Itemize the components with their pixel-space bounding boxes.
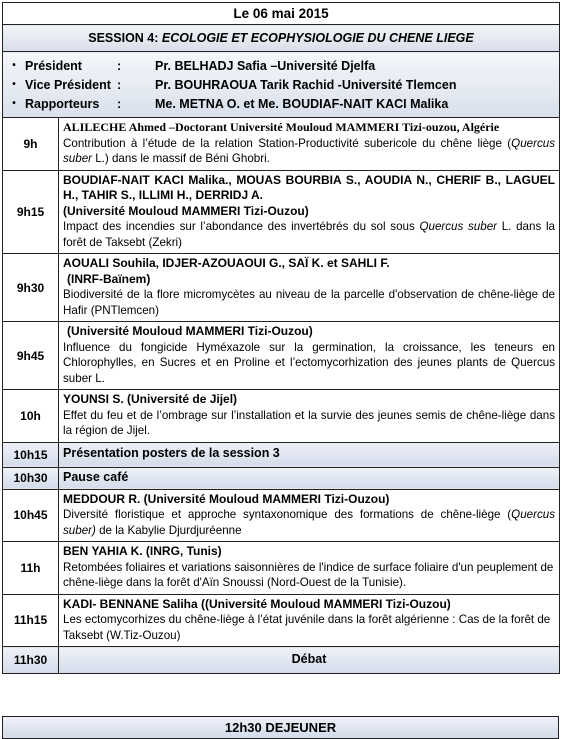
break-time: 10h15: [3, 442, 59, 467]
talk-authors: MEDDOUR R. (Université Mouloud MAMMERI Tizi-Ouzou): [63, 491, 390, 506]
talk-authors: KADI- BENNANE Saliha ((Université Mouloud MAMMERI Tizi-Ouzou): [63, 596, 451, 611]
debate-time: 11h30: [3, 647, 59, 674]
talk-row: [3, 594, 560, 647]
date-row: [3, 3, 560, 25]
talk-content: [59, 322, 560, 390]
talk-title-end: L.) dans le massif de Béni Ghobri.: [92, 152, 270, 165]
talk-content: [59, 390, 560, 443]
talk-authors: BOUDIAF-NAIT KACI Malika., MOUAS BOURBIA S., AOUDIA N., CHERIF B., LAGUEL H., TAHIR S., ILLIMI H., DERRIDJ A.: [63, 172, 555, 202]
talk-title-text: Impact des incendies sur l’abondance des invertébrés du sol sous: [63, 220, 420, 233]
chair-colon: :: [117, 96, 122, 111]
talk-row: [3, 390, 560, 443]
session-prefix: SESSION 4:: [88, 31, 162, 45]
talk-title: [63, 507, 555, 538]
coffee-break-row: [3, 467, 560, 489]
talk-time: 10h45: [3, 489, 59, 542]
chair-vice-president: [3, 75, 559, 94]
bullet-icon: •: [12, 60, 16, 71]
talk-authors: YOUNSI S. (Université de Jijel): [63, 392, 238, 406]
date-heading: Le 06 mai 2015: [3, 3, 560, 25]
chair-role: Président: [25, 58, 82, 73]
talk-content: [59, 254, 560, 322]
lunch-banner: 12h30 DEJEUNER: [2, 716, 559, 739]
chair-colon: :: [117, 77, 122, 92]
talk-time: 9h30: [3, 254, 59, 322]
talk-title: Influence du fongicide Hyméxazole sur la germination, la croissance, les teneurs en Chlorophylles, en Sucres et en Proline et l’ectomycorhization des jeunes plants de Quercus suber L.: [63, 340, 555, 385]
talk-title-species: Quercus suber): [63, 508, 555, 537]
talk-row: [3, 118, 560, 171]
talk-row: [3, 170, 560, 254]
chair-names: Pr. BELHADJ Safia –Université Djelfa: [155, 58, 376, 73]
talk-title: Biodiversité de la flore micromycètes au niveau de la parcelle d'observation de chêne-liège de Hafir (PNTlemcen): [63, 288, 555, 317]
chair-role: Vice Président: [25, 77, 111, 92]
talk-time: 11h15: [3, 594, 59, 647]
talk-title: [63, 219, 555, 250]
session-title: [3, 25, 560, 52]
talk-time: 11h: [3, 542, 59, 595]
session-row: [3, 25, 560, 52]
talk-authors: ALILECHE Ahmed –Doctorant Université Mouloud MAMMERI Tizi-ouzou, Algérie: [63, 120, 500, 134]
talk-title-text: Contribution à l’étude de la relation Station-Productivité subericole du chêne liège (: [63, 136, 512, 150]
chair-role: Rapporteurs: [25, 96, 100, 111]
talk-title-species: Quercus suber: [419, 220, 498, 233]
bullet-icon: •: [12, 98, 16, 109]
talk-time: 9h45: [3, 322, 59, 390]
talk-content: [59, 170, 560, 254]
talk-title-text: Diversité floristique et approche syntaxonomique des formations de chêne-liège (: [63, 508, 512, 521]
chair-names: Pr. BOUHRAOUA Tarik Rachid -Université Tlemcen: [155, 77, 457, 92]
chair-rapporteurs: [3, 94, 559, 113]
talk-time: 9h15: [3, 170, 59, 254]
talk-content: [59, 542, 560, 595]
talk-time: 10h: [3, 390, 59, 443]
chair-president: [3, 56, 559, 75]
talk-title: Les ectomycorhizes du chêne-liège à l’état juvénile dans la forêt algérienne : Cas de la forêt de Taksebt (W.Tiz-Ouzou): [63, 613, 551, 642]
bullet-icon: •: [12, 79, 16, 90]
talk-authors: BEN YAHIA K. (INRG, Tunis): [63, 544, 222, 558]
posters-label: Présentation posters de la session 3: [59, 442, 560, 467]
talk-row: [3, 489, 560, 542]
coffee-break-label: Pause café: [59, 467, 560, 489]
break-time: 10h30: [3, 467, 59, 489]
chairs-row: [3, 52, 560, 118]
session-theme: ECOLOGIE ET ECOPHYSIOLOGIE DU CHENE LIEGE: [161, 31, 474, 45]
talk-authors: AOUALI Souhila, IDJER-AZOUAOUI G., SAÏ K. et SAHLI F.: [63, 256, 390, 270]
talk-row: [3, 542, 560, 595]
posters-row: [3, 442, 560, 467]
talk-affiliation: (Université Mouloud MAMMERI Tizi-Ouzou): [63, 203, 309, 218]
talk-title-species: Quercus suber: [63, 136, 555, 165]
chair-names: Me. METNA O. et Me. BOUDIAF-NAIT KACI Malika: [155, 96, 449, 111]
talk-row: [3, 322, 560, 390]
talk-affiliation: (INRF-Baïnem): [67, 271, 151, 286]
talk-row: [3, 254, 560, 322]
talk-title: [63, 136, 555, 167]
talk-content: [59, 118, 560, 171]
talk-content: [59, 489, 560, 542]
debate-row: [3, 647, 560, 674]
talk-title-end: de la Kabylie Djurdjuréenne: [95, 523, 242, 537]
chair-colon: :: [117, 58, 122, 73]
talk-title-end: L. dans la forêt de Taksebt (Zekri): [63, 220, 555, 249]
program-table: [2, 2, 560, 674]
chairs-panel: [3, 52, 560, 118]
talk-title: Retombées foliaires et variations saisonnières de l'indice de surface foliaire d'un peuplement de chêne-liège dans la forêt d'Aïn Snoussi (Nord-Ouest de la Tunisie).: [63, 560, 554, 589]
talk-affiliation: (Université Mouloud MAMMERI Tizi-Ouzou): [67, 324, 313, 338]
debate-label: Débat: [59, 647, 560, 674]
talk-content: [59, 594, 560, 647]
talk-title: Effet du feu et de l’ombrage sur l’installation et la survie des jeunes semis de chêne-liège dans la région de Jijel.: [63, 408, 555, 437]
talk-time: 9h: [3, 118, 59, 171]
